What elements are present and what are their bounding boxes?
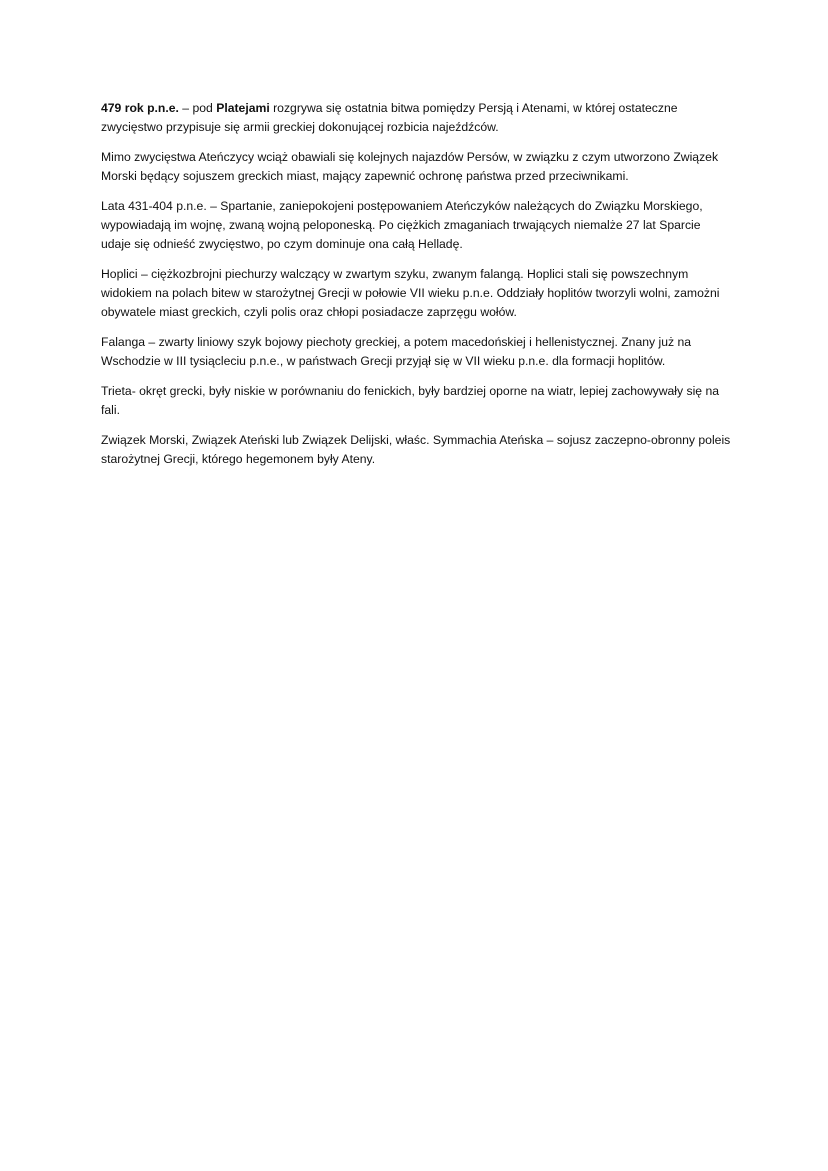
paragraph-peloponnesian-war	[101, 197, 731, 254]
paragraph-trireme	[101, 382, 731, 420]
text-run: Mimo zwycięstwa Ateńczycy wciąż obawiali się kolejnych najazdów Persów, w związku z czym utworzono Związek Morski będący sojuszem greckich miast, mający zapewnić ochronę państwa przed przeciwnikami.	[101, 150, 719, 183]
text-run: Trieta- okręt grecki, były niskie w porównaniu do fenickich, były bardziej oporne na wiatr, lepiej zachowywały się na fali.	[101, 384, 720, 417]
paragraph-plataea	[101, 99, 731, 137]
paragraph-maritime-league	[101, 148, 731, 186]
text-run: – pod	[178, 101, 217, 115]
text-run: Lata 431-404 p.n.e. – Spartanie, zaniepokojeni postępowaniem Ateńczyków należących do Związku Morskiego, wypowiadają im wojnę, zwaną wojną peloponeską. Po ciężkich zmaganiach trwających niemalże 27 lat Sparcie udaje się odnieść zwycięstwo, po czym dominuje ona całą Helladę.	[101, 199, 703, 251]
place-name: Platejami	[216, 101, 270, 115]
paragraph-phalanx	[101, 333, 731, 371]
date-heading: 479 rok p.n.e.	[101, 101, 179, 115]
paragraph-hoplites	[101, 265, 731, 322]
document-body	[101, 99, 731, 480]
text-run: Hoplici – ciężkozbrojni piechurzy walczący w zwartym szyku, zwanym falangą. Hoplici stali się powszechnym widokiem na polach bitew w starożytnej Grecji w połowie VII wieku p.n.e. Oddziały hoplitów tworzyli wolni, zamożni obywatele miast greckich, czyli polis oraz chłopi posiadacze zaprzęgu wołów.	[101, 267, 720, 319]
text-run: Związek Morski, Związek Ateński lub Związek Delijski, właśc. Symmachia Ateńska – sojusz zaczepno-obronny poleis starożytnej Grecji, którego hegemonem były Ateny.	[101, 433, 731, 466]
text-run: rozgrywa się ostatnia bitwa pomiędzy Persją i Atenami, w której ostateczne zwycięstwo przypisuje się armii greckiej dokonującej rozbicia najeźdźców.	[101, 101, 678, 134]
paragraph-delian-league	[101, 431, 731, 469]
text-run: Falanga – zwarty liniowy szyk bojowy piechoty greckiej, a potem macedońskiej i hellenistycznej. Znany już na Wschodzie w III tysiącleciu p.n.e., w państwach Grecji przyjął się w VII wieku p.n.e. dla formacji hoplitów.	[101, 335, 692, 368]
